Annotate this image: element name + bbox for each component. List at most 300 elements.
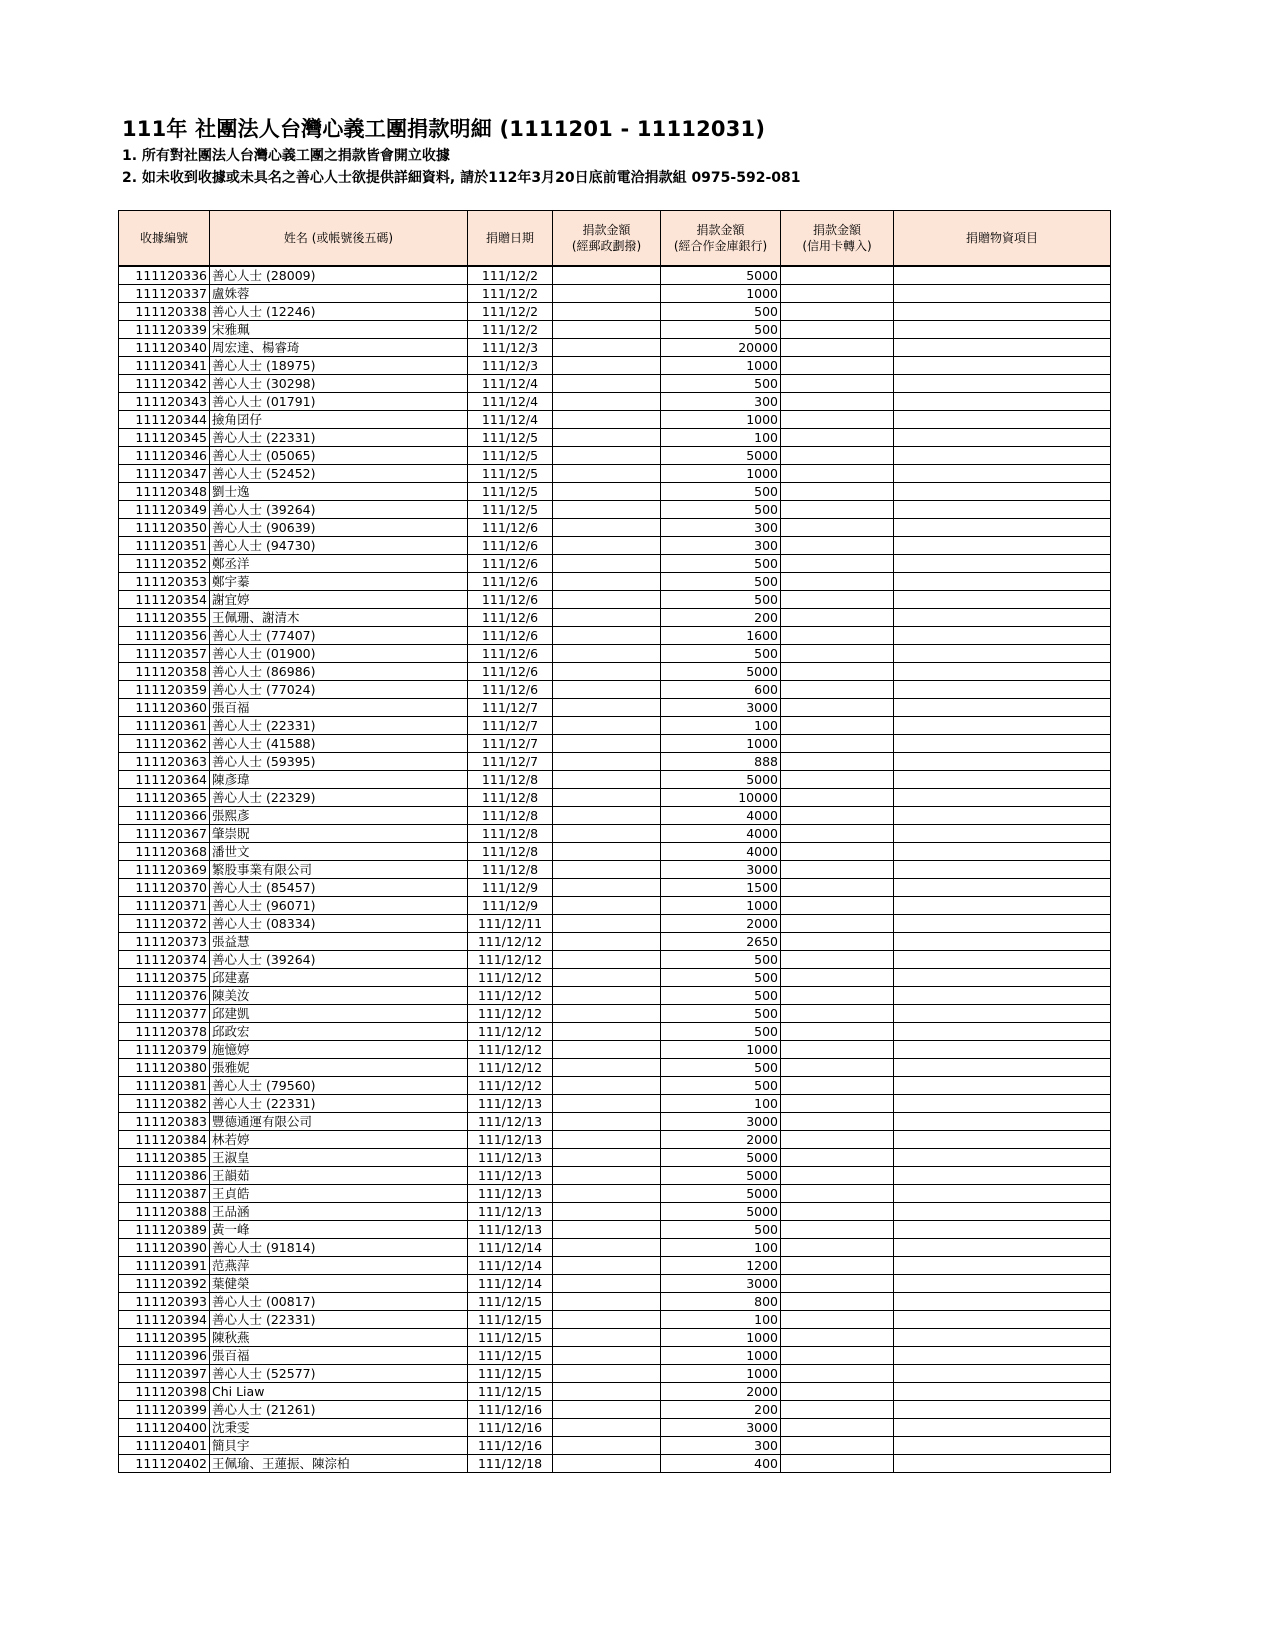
goods-cell xyxy=(894,1365,1111,1383)
donation-date-cell: 111/12/4 xyxy=(468,393,553,411)
bank-amount-cell: 500 xyxy=(661,591,781,609)
table-row xyxy=(119,321,1111,339)
bank-amount-cell: 400 xyxy=(661,1455,781,1473)
donation-date-cell: 111/12/8 xyxy=(468,771,553,789)
page-title: 111年 社團法人台灣心義工團捐款明細 (1111201 - 11112031) xyxy=(122,117,766,141)
table-row xyxy=(119,339,1111,357)
donation-date-cell: 111/12/14 xyxy=(468,1257,553,1275)
goods-cell xyxy=(894,303,1111,321)
donation-date-cell: 111/12/7 xyxy=(468,735,553,753)
bank-amount-cell: 4000 xyxy=(661,825,781,843)
postal-amount-cell xyxy=(553,1221,661,1239)
goods-cell xyxy=(894,465,1111,483)
postal-amount-cell xyxy=(553,447,661,465)
bank-amount-cell: 500 xyxy=(661,555,781,573)
donation-date-cell: 111/12/5 xyxy=(468,465,553,483)
donation-date-cell: 111/12/9 xyxy=(468,879,553,897)
table-row xyxy=(119,1077,1111,1095)
receipt-no-cell: 111120400 xyxy=(119,1419,210,1437)
donor-name-cell: 善心人士 (30298) xyxy=(210,375,468,393)
receipt-no-cell: 111120362 xyxy=(119,735,210,753)
donor-name-cell: 善心人士 (21261) xyxy=(210,1401,468,1419)
donation-date-cell: 111/12/2 xyxy=(468,266,553,285)
bank-amount-cell: 3000 xyxy=(661,861,781,879)
donor-name-cell: 善心人士 (59395) xyxy=(210,753,468,771)
table-row xyxy=(119,717,1111,735)
receipt-no-cell: 111120345 xyxy=(119,429,210,447)
table-row xyxy=(119,447,1111,465)
donation-date-cell: 111/12/7 xyxy=(468,717,553,735)
receipt-no-cell: 111120350 xyxy=(119,519,210,537)
bank-amount-cell: 300 xyxy=(661,1437,781,1455)
table-row xyxy=(119,843,1111,861)
receipt-no-cell: 111120397 xyxy=(119,1365,210,1383)
card-amount-cell xyxy=(781,951,894,969)
goods-cell xyxy=(894,753,1111,771)
bank-amount-cell: 1000 xyxy=(661,465,781,483)
bank-amount-cell: 5000 xyxy=(661,1149,781,1167)
receipt-no-cell: 111120392 xyxy=(119,1275,210,1293)
card-amount-cell xyxy=(781,699,894,717)
donor-name-cell: 善心人士 (90639) xyxy=(210,519,468,537)
donor-name-cell: 陳秋燕 xyxy=(210,1329,468,1347)
col-amount-postal: 捐款金額 (經郵政劃撥) xyxy=(553,211,661,267)
card-amount-cell xyxy=(781,663,894,681)
goods-cell xyxy=(894,933,1111,951)
goods-cell xyxy=(894,645,1111,663)
bank-amount-cell: 5000 xyxy=(661,1185,781,1203)
table-row xyxy=(119,1005,1111,1023)
postal-amount-cell xyxy=(553,1365,661,1383)
goods-cell xyxy=(894,1077,1111,1095)
table-row xyxy=(119,1131,1111,1149)
donor-name-cell: 善心人士 (77024) xyxy=(210,681,468,699)
donor-name-cell: 善心人士 (85457) xyxy=(210,879,468,897)
postal-amount-cell xyxy=(553,1095,661,1113)
receipt-no-cell: 111120365 xyxy=(119,789,210,807)
donor-name-cell: 盧姝蓉 xyxy=(210,285,468,303)
goods-cell xyxy=(894,266,1111,285)
note-contact: 2. 如未收到收據或未具名之善心人士欲提供詳細資料, 請於112年3月20日底前電洽捐款組 0975-592-081 xyxy=(122,170,801,186)
goods-cell xyxy=(894,681,1111,699)
donation-date-cell: 111/12/15 xyxy=(468,1311,553,1329)
bank-amount-cell: 1000 xyxy=(661,735,781,753)
card-amount-cell xyxy=(781,915,894,933)
goods-cell xyxy=(894,375,1111,393)
postal-amount-cell xyxy=(553,375,661,393)
postal-amount-cell xyxy=(553,1185,661,1203)
receipt-no-cell: 111120346 xyxy=(119,447,210,465)
donor-name-cell: 善心人士 (77407) xyxy=(210,627,468,645)
postal-amount-cell xyxy=(553,807,661,825)
goods-cell xyxy=(894,987,1111,1005)
donation-date-cell: 111/12/5 xyxy=(468,483,553,501)
table-row xyxy=(119,465,1111,483)
table-row xyxy=(119,1275,1111,1293)
receipt-no-cell: 111120379 xyxy=(119,1041,210,1059)
donor-name-cell: 邱建嘉 xyxy=(210,969,468,987)
bank-amount-cell: 500 xyxy=(661,987,781,1005)
postal-amount-cell xyxy=(553,915,661,933)
donation-date-cell: 111/12/6 xyxy=(468,555,553,573)
bank-amount-cell: 500 xyxy=(661,1059,781,1077)
table-row xyxy=(119,663,1111,681)
table-row xyxy=(119,879,1111,897)
postal-amount-cell xyxy=(553,1167,661,1185)
bank-amount-cell: 5000 xyxy=(661,771,781,789)
donor-name-cell: 林若婷 xyxy=(210,1131,468,1149)
receipt-no-cell: 111120364 xyxy=(119,771,210,789)
donation-date-cell: 111/12/12 xyxy=(468,987,553,1005)
donor-name-cell: 宋雅珮 xyxy=(210,321,468,339)
receipt-no-cell: 111120401 xyxy=(119,1437,210,1455)
goods-cell xyxy=(894,1257,1111,1275)
receipt-no-cell: 111120368 xyxy=(119,843,210,861)
bank-amount-cell: 300 xyxy=(661,393,781,411)
receipt-no-cell: 111120384 xyxy=(119,1131,210,1149)
bank-amount-cell: 1000 xyxy=(661,411,781,429)
donor-name-cell: 王貞皓 xyxy=(210,1185,468,1203)
col-date: 捐贈日期 xyxy=(468,211,553,267)
postal-amount-cell xyxy=(553,537,661,555)
donation-date-cell: 111/12/13 xyxy=(468,1095,553,1113)
bank-amount-cell: 500 xyxy=(661,483,781,501)
donation-date-cell: 111/12/13 xyxy=(468,1113,553,1131)
table-row xyxy=(119,1257,1111,1275)
postal-amount-cell xyxy=(553,879,661,897)
table-row xyxy=(119,681,1111,699)
table-row xyxy=(119,915,1111,933)
receipt-no-cell: 111120351 xyxy=(119,537,210,555)
postal-amount-cell xyxy=(553,339,661,357)
goods-cell xyxy=(894,1293,1111,1311)
postal-amount-cell xyxy=(553,1293,661,1311)
receipt-no-cell: 111120381 xyxy=(119,1077,210,1095)
postal-amount-cell xyxy=(553,771,661,789)
receipt-no-cell: 111120389 xyxy=(119,1221,210,1239)
donation-date-cell: 111/12/16 xyxy=(468,1401,553,1419)
card-amount-cell xyxy=(781,375,894,393)
donation-date-cell: 111/12/15 xyxy=(468,1293,553,1311)
card-amount-cell xyxy=(781,771,894,789)
table-row xyxy=(119,537,1111,555)
goods-cell xyxy=(894,429,1111,447)
bank-amount-cell: 600 xyxy=(661,681,781,699)
table-row xyxy=(119,735,1111,753)
postal-amount-cell xyxy=(553,1113,661,1131)
donation-date-cell: 111/12/13 xyxy=(468,1131,553,1149)
card-amount-cell xyxy=(781,266,894,285)
table-row xyxy=(119,825,1111,843)
card-amount-cell xyxy=(781,555,894,573)
table-row xyxy=(119,897,1111,915)
receipt-no-cell: 111120341 xyxy=(119,357,210,375)
table-row xyxy=(119,501,1111,519)
bank-amount-cell: 500 xyxy=(661,303,781,321)
card-amount-cell xyxy=(781,1203,894,1221)
goods-cell xyxy=(894,609,1111,627)
table-row xyxy=(119,969,1111,987)
postal-amount-cell xyxy=(553,429,661,447)
postal-amount-cell xyxy=(553,303,661,321)
postal-amount-cell xyxy=(553,321,661,339)
goods-cell xyxy=(894,771,1111,789)
goods-cell xyxy=(894,1275,1111,1293)
card-amount-cell xyxy=(781,1293,894,1311)
card-amount-cell xyxy=(781,411,894,429)
bank-amount-cell: 1000 xyxy=(661,1329,781,1347)
bank-amount-cell: 500 xyxy=(661,969,781,987)
donor-name-cell: 鄭丞洋 xyxy=(210,555,468,573)
bank-amount-cell: 100 xyxy=(661,429,781,447)
donor-name-cell: 善心人士 (91814) xyxy=(210,1239,468,1257)
table-body xyxy=(119,266,1111,1473)
postal-amount-cell xyxy=(553,933,661,951)
donation-date-cell: 111/12/13 xyxy=(468,1167,553,1185)
donation-date-cell: 111/12/6 xyxy=(468,627,553,645)
bank-amount-cell: 500 xyxy=(661,501,781,519)
receipt-no-cell: 111120337 xyxy=(119,285,210,303)
donor-name-cell: 善心人士 (28009) xyxy=(210,266,468,285)
card-amount-cell xyxy=(781,1401,894,1419)
donation-date-cell: 111/12/8 xyxy=(468,843,553,861)
donation-date-cell: 111/12/8 xyxy=(468,789,553,807)
goods-cell xyxy=(894,951,1111,969)
table-row xyxy=(119,1023,1111,1041)
receipt-no-cell: 111120358 xyxy=(119,663,210,681)
postal-amount-cell xyxy=(553,555,661,573)
receipt-no-cell: 111120395 xyxy=(119,1329,210,1347)
postal-amount-cell xyxy=(553,393,661,411)
table-row xyxy=(119,483,1111,501)
col-name: 姓名 (或帳號後五碼) xyxy=(210,211,468,267)
table-row xyxy=(119,303,1111,321)
donation-date-cell: 111/12/16 xyxy=(468,1437,553,1455)
goods-cell xyxy=(894,1383,1111,1401)
bank-amount-cell: 500 xyxy=(661,645,781,663)
table-row xyxy=(119,1437,1111,1455)
receipt-no-cell: 111120390 xyxy=(119,1239,210,1257)
donation-date-cell: 111/12/7 xyxy=(468,699,553,717)
col-amount-card: 捐款金額 (信用卡轉入) xyxy=(781,211,894,267)
receipt-no-cell: 111120382 xyxy=(119,1095,210,1113)
goods-cell xyxy=(894,357,1111,375)
donation-date-cell: 111/12/12 xyxy=(468,1005,553,1023)
bank-amount-cell: 5000 xyxy=(661,1203,781,1221)
goods-cell xyxy=(894,555,1111,573)
table-row xyxy=(119,645,1111,663)
card-amount-cell xyxy=(781,897,894,915)
bank-amount-cell: 20000 xyxy=(661,339,781,357)
donor-name-cell: 張百福 xyxy=(210,699,468,717)
donation-table xyxy=(118,210,1111,1473)
donor-name-cell: 善心人士 (52577) xyxy=(210,1365,468,1383)
goods-cell xyxy=(894,699,1111,717)
goods-cell xyxy=(894,789,1111,807)
donor-name-cell: 劉士逸 xyxy=(210,483,468,501)
postal-amount-cell xyxy=(553,573,661,591)
bank-amount-cell: 1000 xyxy=(661,1041,781,1059)
bank-amount-cell: 1000 xyxy=(661,285,781,303)
table-row xyxy=(119,807,1111,825)
donation-date-cell: 111/12/12 xyxy=(468,933,553,951)
postal-amount-cell xyxy=(553,501,661,519)
donor-name-cell: 善心人士 (22329) xyxy=(210,789,468,807)
goods-cell xyxy=(894,897,1111,915)
donation-date-cell: 111/12/6 xyxy=(468,681,553,699)
table-row xyxy=(119,357,1111,375)
card-amount-cell xyxy=(781,1023,894,1041)
donor-name-cell: 王佩珊、謝清木 xyxy=(210,609,468,627)
donation-date-cell: 111/12/12 xyxy=(468,1041,553,1059)
receipt-no-cell: 111120348 xyxy=(119,483,210,501)
receipt-no-cell: 111120366 xyxy=(119,807,210,825)
donor-name-cell: 善心人士 (12246) xyxy=(210,303,468,321)
donation-date-cell: 111/12/6 xyxy=(468,519,553,537)
postal-amount-cell xyxy=(553,1275,661,1293)
col-goods: 捐贈物資項目 xyxy=(894,211,1111,267)
receipt-no-cell: 111120359 xyxy=(119,681,210,699)
card-amount-cell xyxy=(781,1365,894,1383)
table-row xyxy=(119,1221,1111,1239)
card-amount-cell xyxy=(781,825,894,843)
donor-name-cell: 善心人士 (22331) xyxy=(210,1311,468,1329)
bank-amount-cell: 500 xyxy=(661,375,781,393)
card-amount-cell xyxy=(781,1095,894,1113)
receipt-no-cell: 111120367 xyxy=(119,825,210,843)
donor-name-cell: 善心人士 (08334) xyxy=(210,915,468,933)
card-amount-cell xyxy=(781,861,894,879)
card-amount-cell xyxy=(781,879,894,897)
donation-date-cell: 111/12/6 xyxy=(468,537,553,555)
receipt-no-cell: 111120386 xyxy=(119,1167,210,1185)
goods-cell xyxy=(894,1041,1111,1059)
card-amount-cell xyxy=(781,969,894,987)
table-row xyxy=(119,285,1111,303)
postal-amount-cell xyxy=(553,951,661,969)
bank-amount-cell: 10000 xyxy=(661,789,781,807)
donor-name-cell: 善心人士 (41588) xyxy=(210,735,468,753)
donation-date-cell: 111/12/15 xyxy=(468,1329,553,1347)
table-row xyxy=(119,591,1111,609)
postal-amount-cell xyxy=(553,609,661,627)
bank-amount-cell: 100 xyxy=(661,1095,781,1113)
goods-cell xyxy=(894,321,1111,339)
bank-amount-cell: 500 xyxy=(661,573,781,591)
col-amount-bank: 捐款金額 (經合作金庫銀行) xyxy=(661,211,781,267)
donor-name-cell: 鄭宇蓁 xyxy=(210,573,468,591)
postal-amount-cell xyxy=(553,1005,661,1023)
donation-date-cell: 111/12/15 xyxy=(468,1383,553,1401)
table-row xyxy=(119,1347,1111,1365)
postal-amount-cell xyxy=(553,789,661,807)
goods-cell xyxy=(894,1221,1111,1239)
goods-cell xyxy=(894,843,1111,861)
card-amount-cell xyxy=(781,1383,894,1401)
table-row xyxy=(119,1203,1111,1221)
receipt-no-cell: 111120385 xyxy=(119,1149,210,1167)
card-amount-cell xyxy=(781,1437,894,1455)
bank-amount-cell: 5000 xyxy=(661,266,781,285)
card-amount-cell xyxy=(781,717,894,735)
donor-name-cell: 豐德通運有限公司 xyxy=(210,1113,468,1131)
postal-amount-cell xyxy=(553,591,661,609)
postal-amount-cell xyxy=(553,1383,661,1401)
card-amount-cell xyxy=(781,1419,894,1437)
donor-name-cell: 施憶婷 xyxy=(210,1041,468,1059)
goods-cell xyxy=(894,1059,1111,1077)
table-header-row xyxy=(119,211,1111,267)
table-row xyxy=(119,1239,1111,1257)
postal-amount-cell xyxy=(553,645,661,663)
goods-cell xyxy=(894,1401,1111,1419)
bank-amount-cell: 1000 xyxy=(661,1347,781,1365)
card-amount-cell xyxy=(781,843,894,861)
donation-date-cell: 111/12/11 xyxy=(468,915,553,933)
receipt-no-cell: 111120387 xyxy=(119,1185,210,1203)
goods-cell xyxy=(894,1437,1111,1455)
receipt-no-cell: 111120378 xyxy=(119,1023,210,1041)
donation-date-cell: 111/12/4 xyxy=(468,375,553,393)
card-amount-cell xyxy=(781,483,894,501)
postal-amount-cell xyxy=(553,1347,661,1365)
card-amount-cell xyxy=(781,807,894,825)
goods-cell xyxy=(894,1329,1111,1347)
receipt-no-cell: 111120338 xyxy=(119,303,210,321)
bank-amount-cell: 200 xyxy=(661,609,781,627)
donor-name-cell: 肇崇貺 xyxy=(210,825,468,843)
goods-cell xyxy=(894,717,1111,735)
donor-name-cell: 善心人士 (01791) xyxy=(210,393,468,411)
table-row xyxy=(119,609,1111,627)
postal-amount-cell xyxy=(553,681,661,699)
table-row xyxy=(119,1401,1111,1419)
table-row xyxy=(119,266,1111,285)
bank-amount-cell: 500 xyxy=(661,321,781,339)
goods-cell xyxy=(894,1131,1111,1149)
postal-amount-cell xyxy=(553,897,661,915)
donation-date-cell: 111/12/2 xyxy=(468,321,553,339)
table-row xyxy=(119,555,1111,573)
table-row xyxy=(119,1167,1111,1185)
donor-name-cell: 陳彥瑋 xyxy=(210,771,468,789)
receipt-no-cell: 111120394 xyxy=(119,1311,210,1329)
receipt-no-cell: 111120353 xyxy=(119,573,210,591)
bank-amount-cell: 500 xyxy=(661,951,781,969)
donor-name-cell: 邱建凱 xyxy=(210,1005,468,1023)
card-amount-cell xyxy=(781,1311,894,1329)
receipt-no-cell: 111120396 xyxy=(119,1347,210,1365)
receipt-no-cell: 111120339 xyxy=(119,321,210,339)
donor-name-cell: 善心人士 (18975) xyxy=(210,357,468,375)
bank-amount-cell: 300 xyxy=(661,519,781,537)
donation-date-cell: 111/12/13 xyxy=(468,1149,553,1167)
donation-date-cell: 111/12/12 xyxy=(468,1059,553,1077)
postal-amount-cell xyxy=(553,285,661,303)
bank-amount-cell: 1200 xyxy=(661,1257,781,1275)
goods-cell xyxy=(894,483,1111,501)
donation-date-cell: 111/12/6 xyxy=(468,663,553,681)
card-amount-cell xyxy=(781,987,894,1005)
receipt-no-cell: 111120344 xyxy=(119,411,210,429)
postal-amount-cell xyxy=(553,735,661,753)
goods-cell xyxy=(894,447,1111,465)
donor-name-cell: 善心人士 (86986) xyxy=(210,663,468,681)
bank-amount-cell: 2000 xyxy=(661,1383,781,1401)
donation-date-cell: 111/12/16 xyxy=(468,1419,553,1437)
postal-amount-cell xyxy=(553,969,661,987)
postal-amount-cell xyxy=(553,357,661,375)
